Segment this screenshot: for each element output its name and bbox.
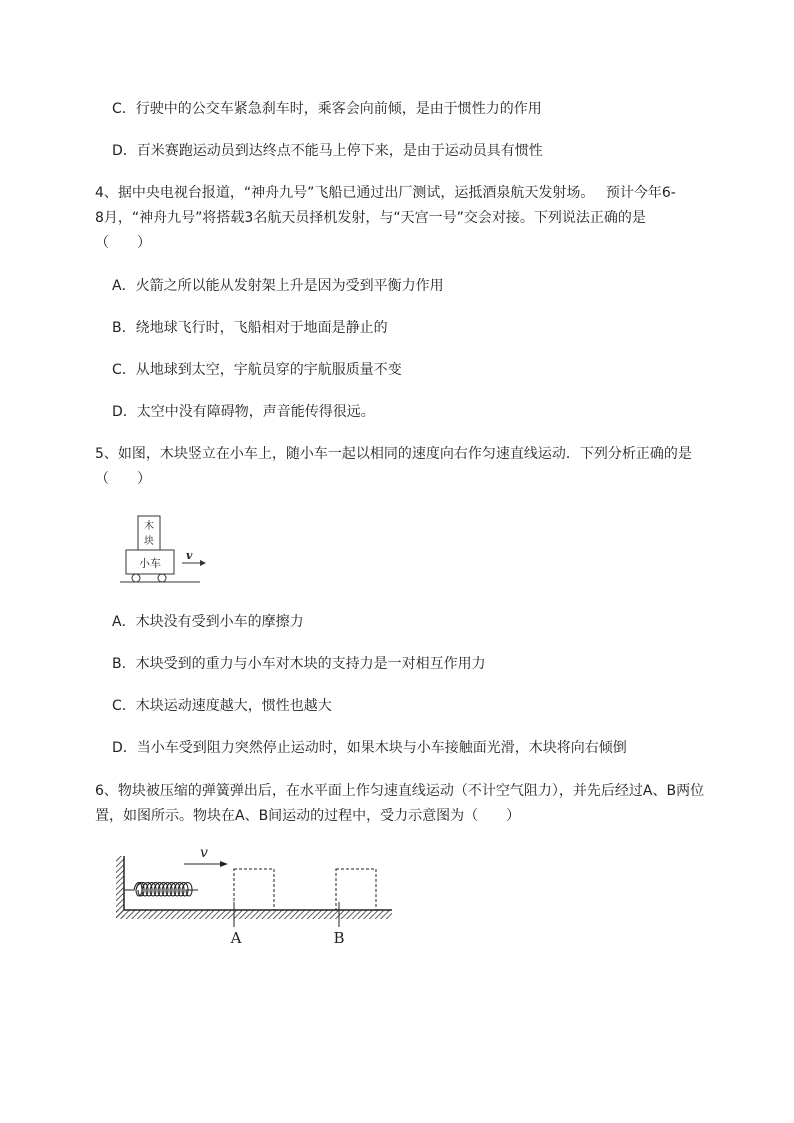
- block-at-a: [234, 869, 274, 910]
- velocity-arrowhead: [220, 861, 228, 867]
- q5-answer-blank: （ ）: [95, 471, 151, 487]
- velocity-label: v: [186, 549, 193, 562]
- q5-option-d: D．当小车受到阻力突然停止运动时，如果木块与小车接触面光滑，木块将向右倾倒: [112, 740, 627, 756]
- q5-stem-line1: 5、如图，木块竖立在小车上，随小车一起以相同的速度向右作匀速直线运动．下列分析正确的是: [95, 446, 692, 462]
- q4-answer-blank: （ ）: [95, 235, 151, 251]
- q3-option-d: D．百米赛跑运动员到达终点不能马上停下来，是由于运动员具有惯性: [112, 143, 543, 159]
- q5-option-b: B．木块受到的重力与小车对木块的支持力是一对相互作用力: [112, 656, 486, 672]
- cart-wheel-right: [158, 574, 166, 582]
- q4-option-c: C．从地球到太空，宇航员穿的宇航服质量不变: [112, 362, 402, 378]
- velocity-label: v: [200, 845, 208, 861]
- point-a-label: A: [230, 929, 242, 947]
- q4-option-b: B．绕地球飞行时，飞船相对于地面是静止的: [112, 320, 388, 336]
- q6-spring-figure: [112, 842, 402, 950]
- q4-stem-line2: 8月，“神舟九号”将搭载3名航天员择机发射，与“天宫一号”交会对接。下列说法正确的是: [95, 210, 646, 226]
- spring-coil: [124, 883, 198, 897]
- ground-hatch: [116, 910, 392, 919]
- wall-hatch: [116, 856, 124, 918]
- velocity-arrowhead: [200, 560, 206, 566]
- q4-stem-line1: 4、据中央电视台报道，“神舟九号”飞船已通过出厂测试，运抵酒泉航天发射场。 预计今年6-: [95, 185, 676, 201]
- q4-option-d: D．太空中没有障碍物，声音能传得很远。: [112, 404, 375, 420]
- block-char-2: 块: [144, 536, 154, 547]
- q5-cart-figure: [120, 512, 210, 588]
- cart-label: 小车: [139, 557, 161, 570]
- q5-option-c: C．木块运动速度越大，惯性也越大: [112, 698, 332, 714]
- q6-stem-line2: 置，如图所示。物块在A、B间运动的过程中，受力示意图为（ ）: [95, 808, 521, 824]
- q5-option-a: A．木块没有受到小车的摩擦力: [112, 614, 304, 630]
- q3-option-c: C．行驶中的公交车紧急刹车时，乘客会向前倾，是由于惯性力的作用: [112, 101, 542, 117]
- q4-option-a: A．火箭之所以能从发射架上升是因为受到平衡力作用: [112, 278, 444, 294]
- q6-stem-line1: 6、物块被压缩的弹簧弹出后，在水平面上作匀速直线运动（不计空气阻力），并先后经过A、B两位: [95, 783, 705, 799]
- cart-wheel-left: [132, 574, 140, 582]
- block-char-1: 木: [144, 521, 154, 532]
- point-b-label: B: [333, 929, 345, 947]
- block-at-b: [336, 869, 376, 910]
